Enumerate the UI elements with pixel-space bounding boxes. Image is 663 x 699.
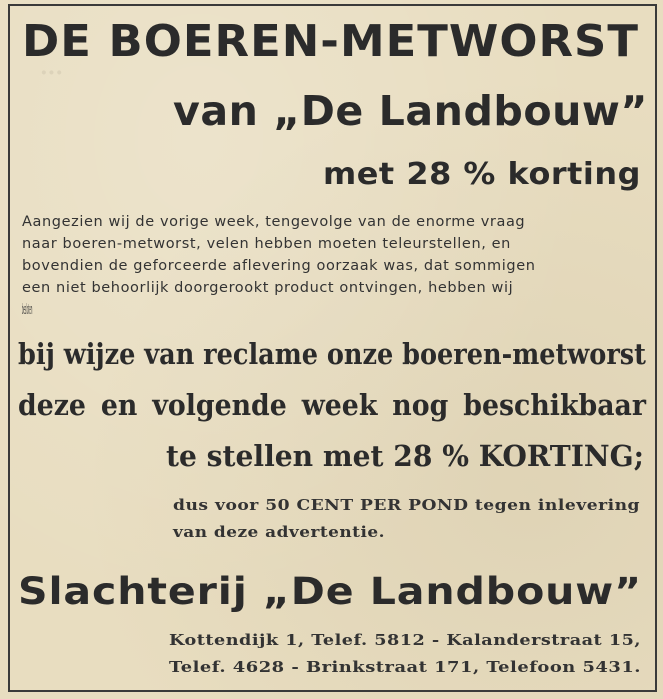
offer-line: bij wijze van reclame onze boeren-metworst <box>18 337 646 371</box>
price-note-line: van deze advertentie. <box>173 524 385 541</box>
offer-line: deze en volgende week nog beschikbaar <box>18 388 646 422</box>
intro-paragraph <box>22 211 642 321</box>
shop-name: Slachterij „De Landbouw” <box>18 570 643 613</box>
intro-line: bovendien de geforceerde aflevering oorzaak was, dat sommigen <box>22 258 536 274</box>
bleed-through-text: ··· <box>40 60 63 86</box>
top-border-rule <box>10 4 655 6</box>
intro-line: Aangezien wij de vorige week, tengevolge van de enorme vraag <box>22 214 526 230</box>
intro-line: naar boeren-metworst, velen hebben moeten teleurstellen, en <box>22 236 511 252</box>
headline: DE BOEREN-METWORST <box>22 16 639 67</box>
price-note-line: dus voor 50 CENT PER POND tegen inlevering <box>173 497 641 514</box>
address-line: Kottendijk 1, Telef. 5812 - Kalanderstraat 15, <box>169 632 642 649</box>
intro-line: besloten <box>22 302 33 318</box>
advertisement <box>8 4 657 692</box>
bottom-border-rule <box>10 690 655 692</box>
address-line: Telef. 4628 - Brinkstraat 171, Telefoon 5431. <box>169 659 642 676</box>
discount-line: met 28 % korting <box>323 157 641 192</box>
subheadline: van „De Landbouw” <box>173 87 648 135</box>
offer-line: te stellen met 28 % KORTING; <box>166 439 644 473</box>
intro-line: een niet behoorlijk doorgerookt product ontvingen, hebben wij <box>22 280 514 296</box>
